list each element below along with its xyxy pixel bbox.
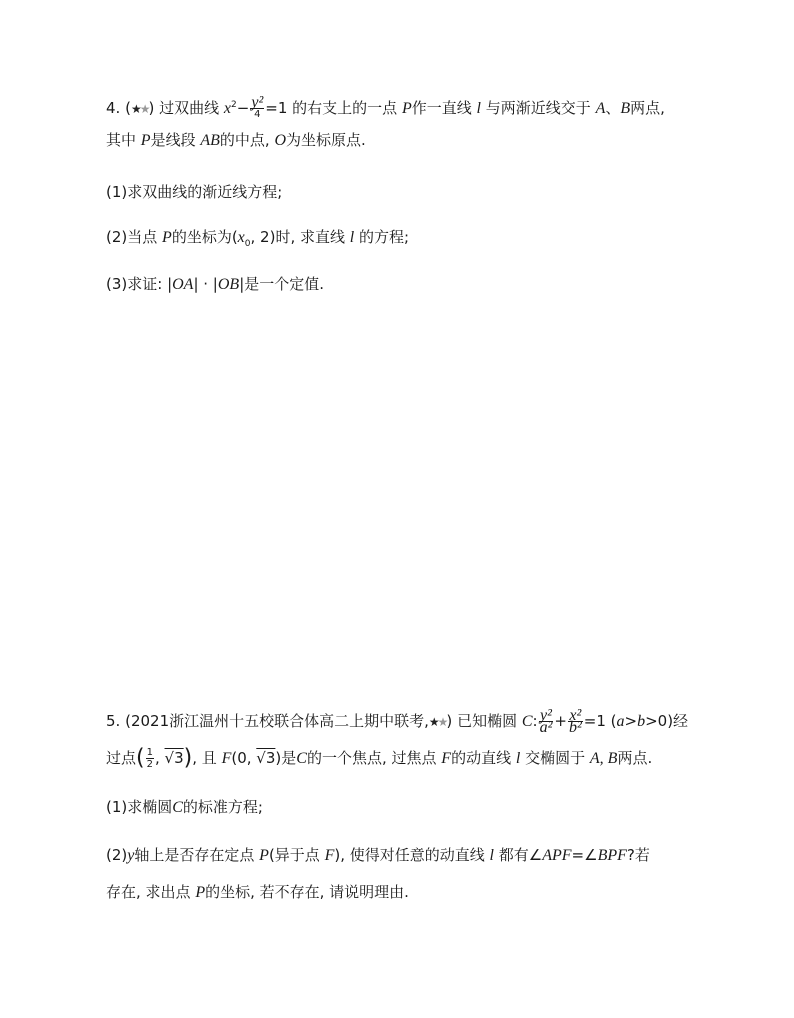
problem-4-question-3: (3)求证: |OA| · |OB|是一个定值. — [106, 275, 325, 293]
fraction: $\frac{\text{x²}}{\text{b²}}$ — [568, 707, 582, 736]
problem-4-line-1: 4. (★★) 过双曲线 $x^2-$ $\frac{\text{y²}}{4}$ =1 的右支上的一点 P作一直线 l 与两渐近线交于 A、B两点, — [106, 94, 665, 120]
fraction: $\frac{\text{y²}}{\text{a²}}$ — [539, 707, 553, 736]
problem-5-question-1: (1)求椭圆C的标准方程; — [106, 798, 263, 816]
problem-4-question-1: (1)求双曲线的渐近线方程; — [106, 183, 283, 201]
difficulty-star-icon: ★★ — [130, 102, 149, 116]
problem-4-question-2: (2)当点 P的坐标为($x_0$, 2)时, 求直线 l 的方程; — [106, 228, 410, 249]
problem-5-question-2-line-1: (2)y轴上是否存在定点 P(异于点 F), 使得对任意的动直线 l 都有∠APF=∠BPF?若 — [106, 846, 650, 864]
problem-5-line-2: 过点( $\frac{1}{2}$ , √3), 且 F(0, √3)是C的一个焦点, 过焦点 F的动直线 l 交椭圆于 A, B两点. — [106, 745, 653, 771]
fraction: $\frac{1}{2}$ — [146, 747, 153, 770]
fraction: $\frac{\text{y²}}{4}$ — [251, 94, 264, 120]
problem-5-question-2-line-2: 存在, 求出点 P的坐标, 若不存在, 请说明理由. — [106, 883, 409, 901]
problem-number: 5. — [106, 712, 121, 730]
problem-5-line-1: 5. (2021浙江温州十五校联合体高二上期中联考,★★) 已知椭圆 C: $\frac{\text{y²}}{\text{a²}}$ + $\frac{\text{x²}}{\text{b²}}$ =1 (a>b>0)经 — [106, 707, 689, 736]
difficulty-star-icon: ★★ — [428, 715, 447, 729]
problem-4-line-2: 其中 P是线段 AB的中点, O为坐标原点. — [106, 131, 366, 149]
problem-number: 4. — [106, 99, 121, 117]
